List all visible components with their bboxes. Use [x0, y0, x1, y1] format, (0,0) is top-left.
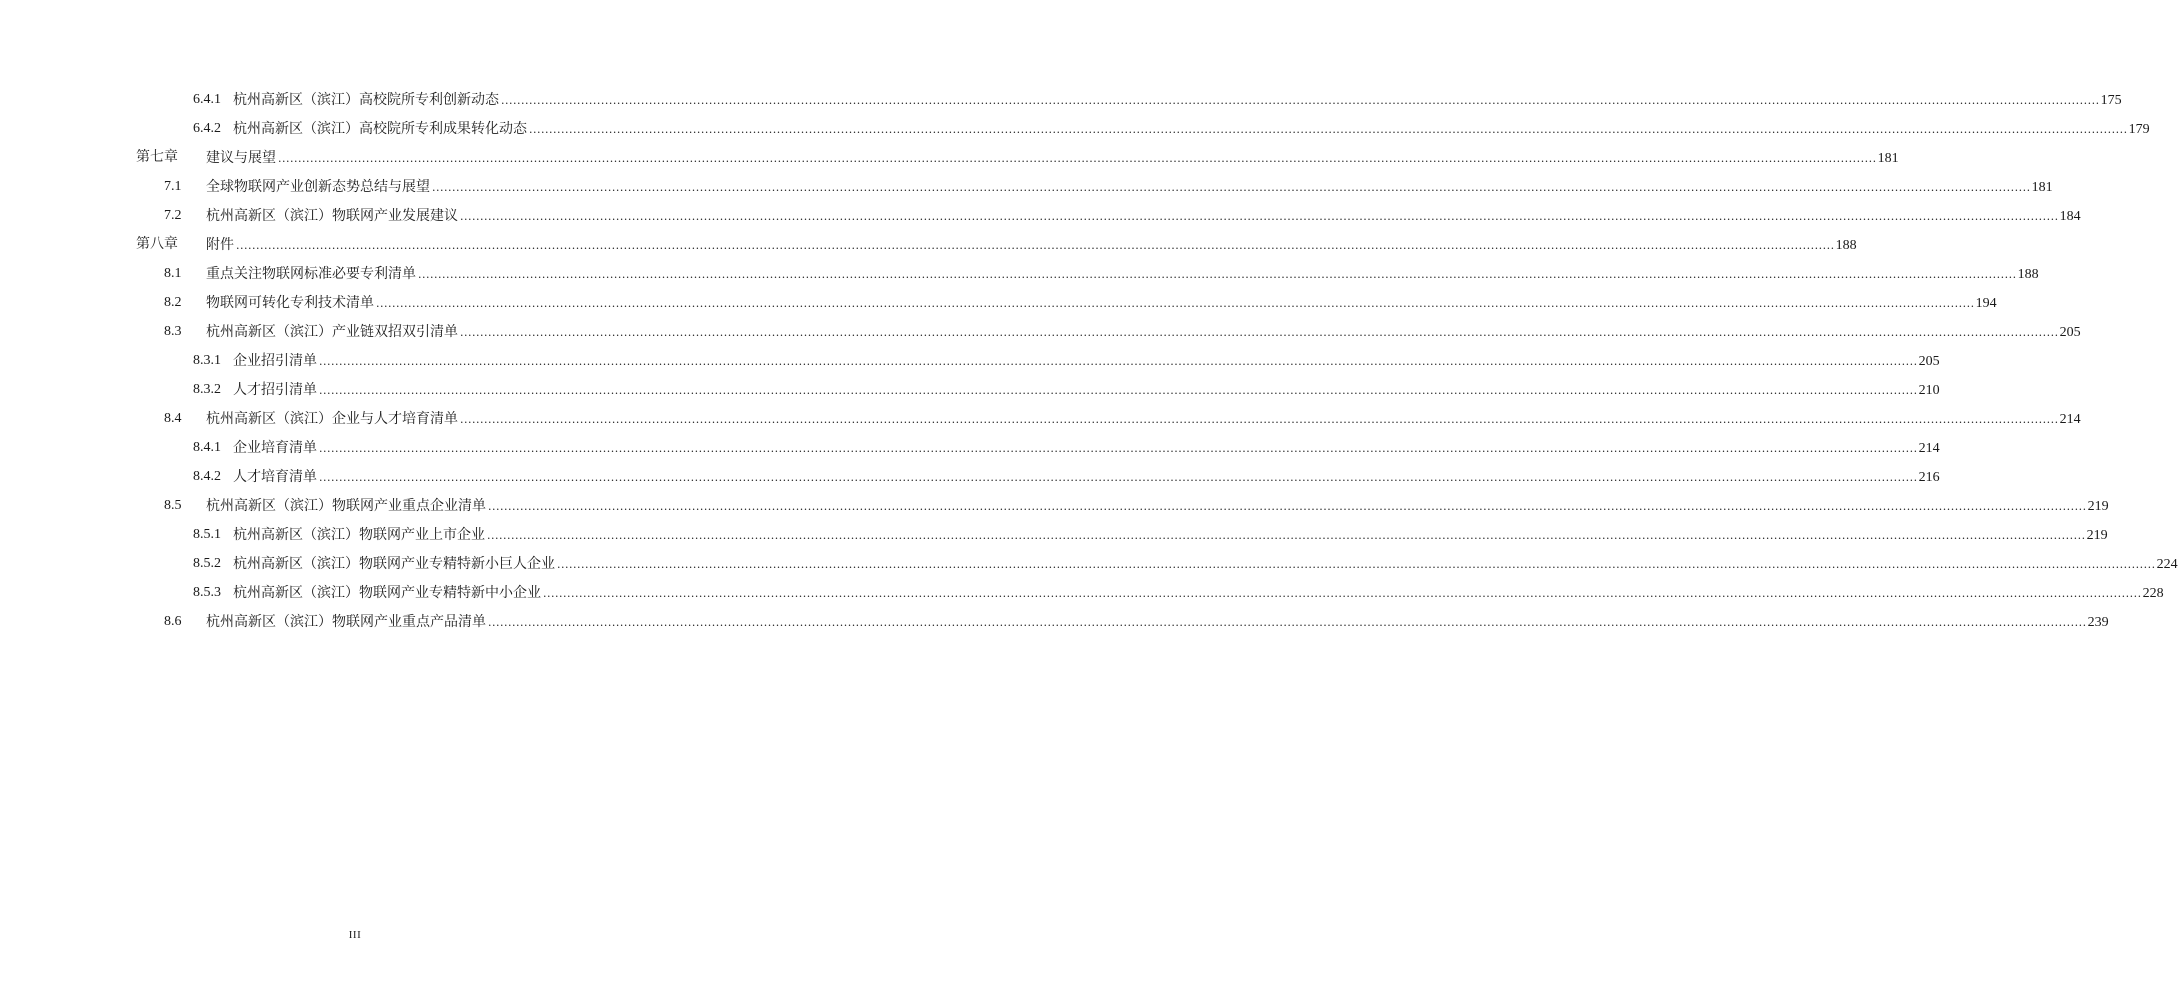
toc-entry-line: [206, 263, 2039, 286]
toc-entry[interactable]: [0, 176, 2053, 205]
toc-entry-line: [206, 234, 1857, 257]
toc-entry-title: 全球物联网产业创新态势总结与展望: [206, 179, 430, 195]
toc-entry-number: 第七章: [136, 150, 178, 165]
toc-entry-number: 8.1: [164, 266, 182, 281]
toc-entry-line: [233, 350, 1940, 373]
toc-entry-title: 杭州高新区（滨江）企业与人才培育清单: [206, 411, 458, 427]
toc-entry-page-number: 216: [1918, 470, 1940, 485]
toc-entry-page-number: 205: [1918, 354, 1940, 369]
toc-entry-line: [233, 466, 1940, 489]
toc-entry-number: 8.4.2: [193, 469, 221, 484]
toc-entry-page-number: 188: [2017, 267, 2039, 282]
dot-leader: ................................................................................................................................................................................................................................................................................................................................................................................................................: [460, 326, 2059, 339]
toc-entry-line: [233, 118, 2150, 141]
toc-entry-page-number: 181: [1877, 151, 1899, 166]
dot-leader: ................................................................................................................................................................................................................................................................................................................................................................................................................: [278, 152, 1877, 165]
toc-entry-page-number: 214: [1918, 441, 1940, 456]
dot-leader: ................................................................................................................................................................................................................................................................................................................................................................................................................: [376, 297, 1975, 310]
toc-entry-number: 8.4: [164, 411, 182, 426]
toc-entry-line: [206, 176, 2053, 199]
toc-entry-page-number: 175: [2100, 93, 2122, 108]
toc-entry-line: [206, 321, 2081, 344]
dot-leader: ................................................................................................................................................................................................................................................................................................................................................................................................................: [501, 94, 2100, 107]
toc-entry-line: [233, 524, 2108, 547]
toc-entry[interactable]: [0, 495, 2109, 524]
toc-entry-page-number: 184: [2059, 209, 2081, 224]
toc-entry[interactable]: [0, 466, 1940, 495]
dot-leader: ................................................................................................................................................................................................................................................................................................................................................................................................................: [488, 616, 2087, 629]
toc-entry[interactable]: [0, 524, 2108, 553]
dot-leader: ................................................................................................................................................................................................................................................................................................................................................................................................................: [460, 210, 2059, 223]
dot-leader: ................................................................................................................................................................................................................................................................................................................................................................................................................: [236, 239, 1835, 252]
toc-entry-page-number: 181: [2031, 180, 2053, 195]
toc-entry-line: [233, 379, 1940, 402]
dot-leader: ................................................................................................................................................................................................................................................................................................................................................................................................................: [487, 529, 2086, 542]
toc-entry-line: [206, 147, 1899, 170]
toc-entry-page-number: 210: [1918, 383, 1940, 398]
toc-entry-line: [233, 89, 2122, 112]
toc-entry-number: 8.2: [164, 295, 182, 310]
toc-entry-page-number: 188: [1835, 238, 1857, 253]
toc-entry-title: 人才培育清单: [233, 469, 317, 485]
toc-entry[interactable]: [0, 205, 2081, 234]
toc-entry-page-number: 228: [2142, 586, 2164, 601]
toc-entry-number: 7.2: [164, 208, 182, 223]
toc-entry-title: 物联网可转化专利技术清单: [206, 295, 374, 311]
toc-entry-page-number: 219: [2087, 499, 2109, 514]
toc-entry-page-number: 194: [1975, 296, 1997, 311]
toc-entry[interactable]: [0, 263, 2039, 292]
dot-leader: ................................................................................................................................................................................................................................................................................................................................................................................................................: [319, 384, 1918, 397]
toc-entry-number: 8.5: [164, 498, 182, 513]
dot-leader: ................................................................................................................................................................................................................................................................................................................................................................................................................: [418, 268, 2017, 281]
toc-entry-number: 8.3.1: [193, 353, 221, 368]
dot-leader: ................................................................................................................................................................................................................................................................................................................................................................................................................: [432, 181, 2031, 194]
toc-entry-line: [206, 611, 2109, 634]
toc-entry-line: [206, 408, 2081, 431]
toc-entry[interactable]: [0, 350, 1940, 379]
toc-entry-title: 企业培育清单: [233, 440, 317, 456]
toc-entry[interactable]: [0, 408, 2081, 437]
dot-leader: ................................................................................................................................................................................................................................................................................................................................................................................................................: [488, 500, 2087, 513]
toc-entry-title: 重点关注物联网标准必要专利清单: [206, 266, 416, 282]
toc-entry-line: [233, 553, 2178, 576]
toc-entry-number: 8.5.2: [193, 556, 221, 571]
toc-entry-title: 杭州高新区（滨江）产业链双招双引清单: [206, 324, 458, 340]
toc-entry-line: [206, 495, 2109, 518]
toc-entry-title: 杭州高新区（滨江）物联网产业重点企业清单: [206, 498, 486, 514]
toc-entry-title: 人才招引清单: [233, 382, 317, 398]
dot-leader: ................................................................................................................................................................................................................................................................................................................................................................................................................: [319, 471, 1918, 484]
toc-entry-page-number: 205: [2059, 325, 2081, 340]
toc-entry-title: 杭州高新区（滨江）物联网产业上市企业: [233, 527, 485, 543]
toc-entry-title: 杭州高新区（滨江）物联网产业专精特新中小企业: [233, 585, 541, 601]
toc-entry-page-number: 239: [2087, 615, 2109, 630]
dot-leader: ................................................................................................................................................................................................................................................................................................................................................................................................................: [319, 355, 1918, 368]
toc-entry-number: 8.3: [164, 324, 182, 339]
toc-entry-title: 企业招引清单: [233, 353, 317, 369]
dot-leader: ................................................................................................................................................................................................................................................................................................................................................................................................................: [460, 413, 2059, 426]
toc-entry[interactable]: [0, 292, 1997, 321]
toc-entry-number: 7.1: [164, 179, 182, 194]
toc-entry-line: [206, 292, 1997, 315]
toc-entry[interactable]: [0, 553, 2178, 582]
toc-entry[interactable]: [0, 582, 2164, 611]
toc-entry-line: [233, 582, 2164, 605]
dot-leader: ................................................................................................................................................................................................................................................................................................................................................................................................................: [543, 587, 2142, 600]
toc-entry-page-number: 179: [2128, 122, 2150, 137]
table-of-contents: [0, 89, 2178, 640]
toc-entry-number: 8.4.1: [193, 440, 221, 455]
toc-entry-number: 8.6: [164, 614, 182, 629]
toc-entry-line: [206, 205, 2081, 228]
toc-entry-number: 6.4.2: [193, 121, 221, 136]
toc-entry-title: 杭州高新区（滨江）高校院所专利成果转化动态: [233, 121, 527, 137]
toc-entry-page-number: 214: [2059, 412, 2081, 427]
toc-entry-number: 8.5.1: [193, 527, 221, 542]
toc-entry[interactable]: [0, 611, 2109, 640]
toc-entry-title: 附件: [206, 237, 234, 253]
page-footer-number: III: [348, 929, 362, 941]
toc-entry[interactable]: [0, 89, 2122, 118]
toc-entry-page-number: 224: [2156, 557, 2178, 572]
toc-entry-number: 第八章: [136, 237, 178, 252]
toc-entry[interactable]: [0, 379, 1940, 408]
toc-entry-page-number: 219: [2086, 528, 2108, 543]
toc-entry-number: 8.3.2: [193, 382, 221, 397]
toc-entry-number: 6.4.1: [193, 92, 221, 107]
toc-entry-title: 建议与展望: [206, 150, 276, 166]
toc-entry[interactable]: [0, 437, 1940, 466]
toc-entry-title: 杭州高新区（滨江）物联网产业专精特新小巨人企业: [233, 556, 555, 572]
toc-entry-number: 8.5.3: [193, 585, 221, 600]
toc-entry-line: [233, 437, 1940, 460]
toc-entry-title: 杭州高新区（滨江）物联网产业重点产品清单: [206, 614, 486, 630]
toc-entry-title: 杭州高新区（滨江）高校院所专利创新动态: [233, 92, 499, 108]
toc-entry[interactable]: [0, 234, 1857, 263]
toc-entry[interactable]: [0, 118, 2150, 147]
dot-leader: ................................................................................................................................................................................................................................................................................................................................................................................................................: [319, 442, 1918, 455]
dot-leader: ................................................................................................................................................................................................................................................................................................................................................................................................................: [529, 123, 2128, 136]
toc-entry[interactable]: [0, 147, 1899, 176]
toc-entry[interactable]: [0, 321, 2081, 350]
toc-entry-title: 杭州高新区（滨江）物联网产业发展建议: [206, 208, 458, 224]
dot-leader: ................................................................................................................................................................................................................................................................................................................................................................................................................: [557, 558, 2156, 571]
